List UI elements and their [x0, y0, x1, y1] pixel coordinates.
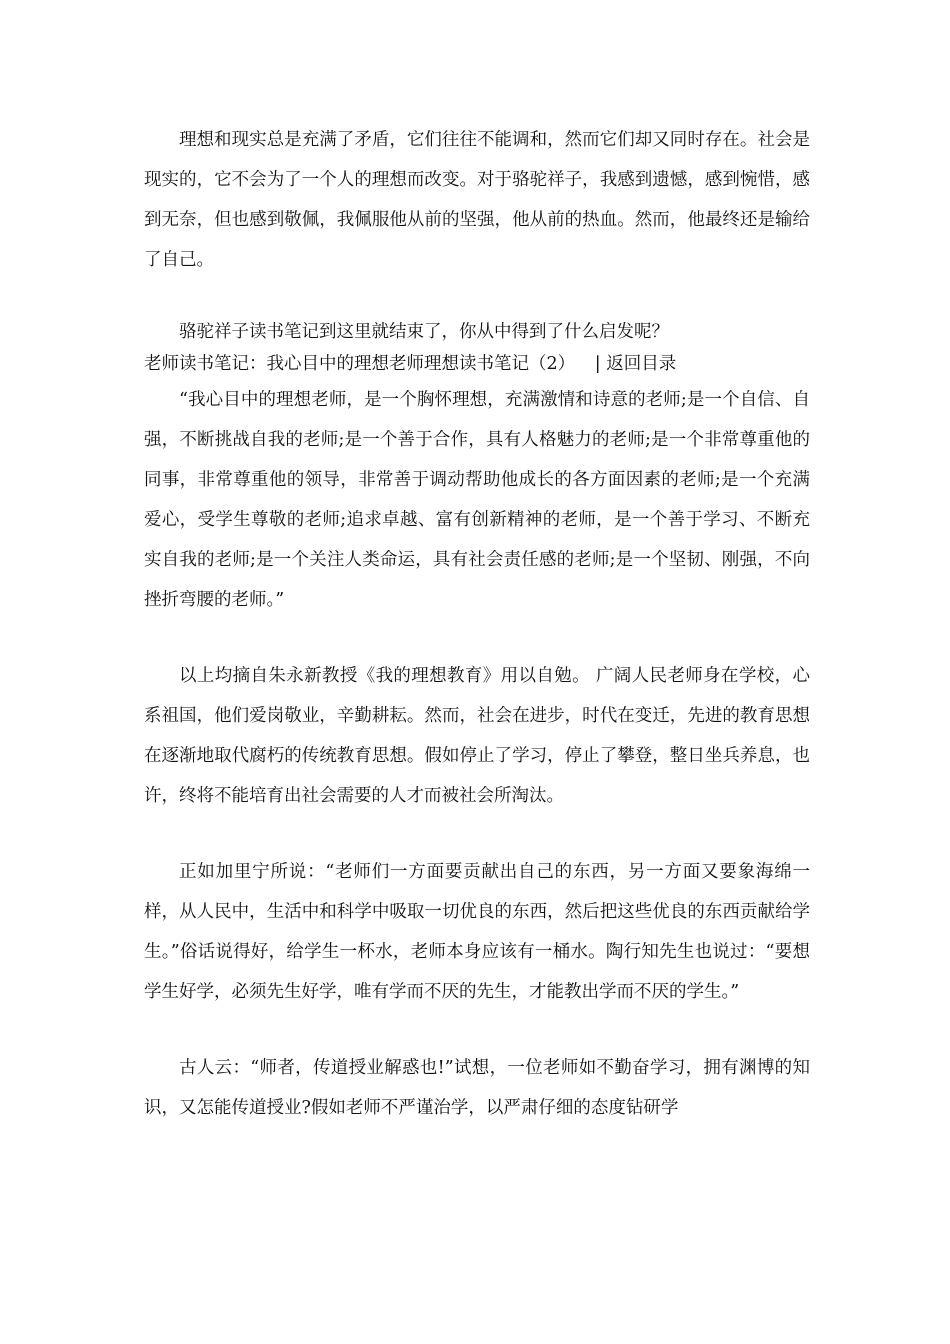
back-to-contents-link[interactable]: 返回目录 [606, 354, 677, 374]
paragraph-ancients-said: 古人云：“师者，传道授业解惑也!”试想，一位老师如不勤奋学习，拥有渊博的知识，又怎能传道授业?假如老师不严谨治学，以严肃仔细的态度钻研学 [144, 1058, 810, 1118]
paragraph-ideal-reality: 理想和现实总是充满了矛盾，它们往往不能调和，然而它们却又同时存在。社会是现实的，它不会为了一个人的理想而改变。对于骆驼祥子，我感到遗憾，感到惋惜，感到无奈，但也感到敬佩，我佩服他从前的坚强，他从前的热血。然而，他最终还是输给了自己。 [144, 130, 810, 270]
heading-separator: | [594, 354, 601, 374]
paragraph-spacer [144, 620, 810, 656]
paragraph-excerpt-note: 以上均摘自朱永新教授《我的理想教育》用以自勉。 广阔人民老师身在学校，心系祖国，他们爱岗敬业，辛勤耕耘。然而，社会在进步，时代在变迁，先进的教育思想在逐渐地取代腐朽的传统教育思想。假如停止了学习，停止了攀登，整日坐兵养息，也许，终将不能培育出社会需要的人才而被社会所淘汰。 [144, 666, 810, 806]
paragraph-spacer [144, 816, 810, 852]
document-body [144, 120, 810, 1128]
paragraph-kalinin-quote: 正如加里宁所说：“老师们一方面要贡献出自己的东西，另一方面又要象海绵一样，从人民中，生活中和科学中吸取一切优良的东西，然后把这些优良的东西贡献给学生。”俗话说得好，给学生一杯水，老师本身应该有一桶水。陶行知先生也说过：“要想学生好学，必须先生好学，唯有学而不厌的先生，才能教出学而不厌的学生。” [144, 862, 810, 1002]
paragraph-ideal-teacher-quote: “我心目中的理想老师，是一个胸怀理想，充满激情和诗意的老师;是一个自信、自强，不断挑战自我的老师;是一个善于合作，具有人格魅力的老师;是一个非常尊重他的同事，非常尊重他的领导，非常善于调动帮助他成长的各方面因素的老师;是一个充满爱心，受学生尊敬的老师;追求卓越、富有创新精神的老师，是一个善于学习、不断充实自我的老师;是一个关注人类命运，具有社会责任感的老师;是一个坚韧、刚强，不向挫折弯腰的老师。” [144, 390, 810, 610]
paragraph-spacer [144, 1012, 810, 1048]
paragraph-spacer [144, 280, 810, 316]
section-heading-title: 老师读书笔记：我心目中的理想老师理想读书笔记（2） [144, 354, 576, 374]
paragraph-closing-question: 骆驼祥子读书笔记到这里就结束了，你从中得到了什么启发呢？ [179, 322, 669, 342]
section-heading [144, 348, 810, 380]
